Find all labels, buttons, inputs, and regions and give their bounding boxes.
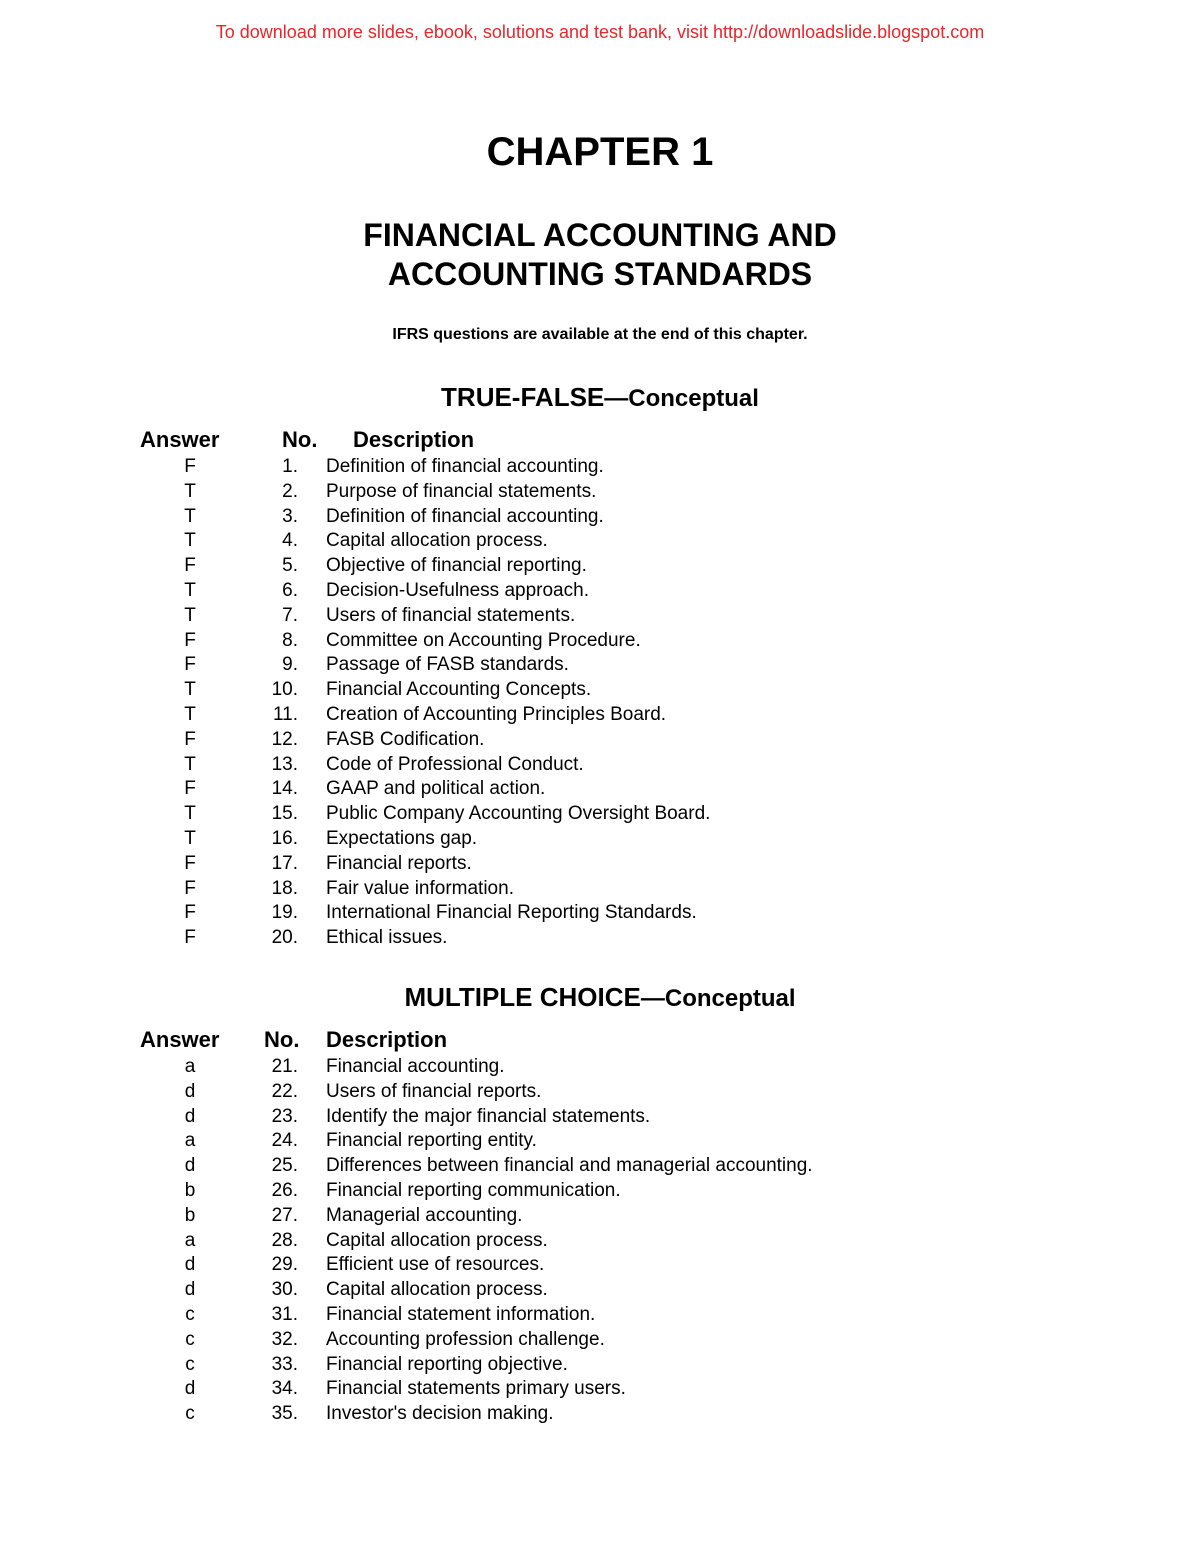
question-row — [0, 1229, 1200, 1254]
number-cell: 13. — [271, 753, 298, 775]
number-cell: 20. — [271, 927, 298, 949]
description-cell: Public Company Accounting Oversight Board. — [326, 803, 711, 825]
description-cell: Financial Accounting Concepts. — [326, 679, 592, 701]
number-cell: 30. — [271, 1279, 298, 1301]
number-cell: 23. — [271, 1105, 298, 1127]
answer-cell: F — [184, 877, 196, 899]
question-row — [0, 1179, 1200, 1204]
number-cell: 9. — [282, 654, 298, 676]
description-cell: Expectations gap. — [326, 827, 478, 849]
description-cell: Code of Professional Conduct. — [326, 753, 584, 775]
answer-cell: c — [185, 1353, 195, 1375]
answer-cell: F — [184, 852, 196, 874]
question-row — [0, 1377, 1200, 1402]
answer-cell: T — [184, 753, 196, 775]
answer-cell: d — [184, 1254, 196, 1276]
answer-cell: F — [184, 778, 196, 800]
number-column-header: No. — [282, 427, 318, 452]
description-cell: Differences between financial and managerial accounting. — [326, 1155, 813, 1177]
answer-cell: a — [184, 1229, 196, 1251]
number-cell: 8. — [282, 629, 298, 651]
description-cell: Financial accounting. — [326, 1056, 505, 1077]
number-cell: 12. — [271, 728, 298, 750]
description-cell: Objective of financial reporting. — [326, 555, 587, 577]
question-row — [0, 1353, 1200, 1378]
question-row — [0, 1129, 1200, 1154]
multiple-choice-header-row — [0, 1027, 1200, 1055]
answer-cell: T — [184, 703, 196, 725]
answer-cell: F — [184, 728, 196, 750]
number-cell: 28. — [271, 1229, 298, 1251]
description-column-header: Description — [326, 1027, 448, 1052]
question-row — [0, 1278, 1200, 1303]
answer-cell: c — [185, 1328, 195, 1350]
number-cell: 10. — [271, 679, 298, 701]
answer-cell: d — [184, 1279, 196, 1301]
number-cell: 21. — [271, 1056, 298, 1077]
question-row — [0, 703, 1200, 728]
answer-cell: d — [184, 1080, 196, 1102]
answer-cell: c — [185, 1303, 195, 1325]
true-false-table — [0, 427, 1200, 951]
question-row — [0, 852, 1200, 877]
description-cell: Purpose of financial statements. — [326, 480, 597, 502]
description-cell: Ethical issues. — [326, 927, 448, 949]
question-row — [0, 901, 1200, 926]
number-cell: 14. — [271, 778, 298, 800]
description-cell: Decision-Usefulness approach. — [326, 579, 589, 601]
number-cell: 22. — [271, 1080, 298, 1102]
question-row — [0, 604, 1200, 629]
question-row — [0, 728, 1200, 753]
number-cell: 16. — [271, 827, 298, 849]
number-cell: 31. — [271, 1303, 298, 1325]
answer-cell: d — [184, 1155, 196, 1177]
true-false-rows — [0, 455, 1200, 951]
question-row — [0, 455, 1200, 480]
description-cell: Definition of financial accounting. — [326, 505, 604, 527]
answer-cell: T — [184, 803, 196, 825]
chapter-heading: CHAPTER 1 — [486, 130, 714, 174]
description-cell: Definition of financial accounting. — [326, 456, 604, 477]
question-row — [0, 926, 1200, 951]
question-row — [0, 877, 1200, 902]
multiple-choice-heading-main: MULTIPLE CHOICE — [404, 982, 641, 1012]
description-cell: International Financial Reporting Standards. — [326, 902, 697, 924]
answer-cell: T — [184, 679, 196, 701]
question-row — [0, 777, 1200, 802]
question-row — [0, 653, 1200, 678]
answer-cell: T — [184, 827, 196, 849]
description-cell: Users of financial statements. — [326, 604, 576, 626]
answer-cell: F — [184, 555, 196, 577]
number-cell: 1. — [282, 456, 298, 477]
multiple-choice-rows — [0, 1055, 1200, 1427]
ifrs-note: IFRS questions are available at the end of this chapter. — [392, 326, 808, 343]
number-cell: 4. — [282, 530, 298, 552]
description-cell: Financial reporting entity. — [326, 1130, 537, 1152]
number-cell: 26. — [271, 1179, 298, 1201]
number-cell: 15. — [271, 803, 298, 825]
description-cell: Capital allocation process. — [326, 1229, 548, 1251]
description-cell: Passage of FASB standards. — [326, 654, 569, 676]
description-cell: Creation of Accounting Principles Board. — [326, 703, 667, 725]
chapter-title-line-1: FINANCIAL ACCOUNTING AND — [363, 217, 837, 253]
question-row — [0, 1303, 1200, 1328]
answer-cell: d — [184, 1378, 196, 1400]
description-cell: Accounting profession challenge. — [326, 1328, 605, 1350]
answer-cell: b — [184, 1204, 196, 1226]
number-cell: 24. — [271, 1130, 298, 1152]
answer-cell: F — [184, 927, 196, 949]
number-cell: 17. — [271, 852, 298, 874]
number-cell: 7. — [282, 604, 298, 626]
answer-cell: F — [184, 456, 196, 477]
number-cell: 35. — [271, 1403, 298, 1425]
number-cell: 27. — [271, 1204, 298, 1226]
multiple-choice-heading-sub: —Conceptual — [640, 985, 796, 1012]
number-cell: 32. — [271, 1328, 298, 1350]
number-cell: 2. — [282, 480, 298, 502]
question-row — [0, 1105, 1200, 1130]
answer-cell: T — [184, 579, 196, 601]
number-cell: 25. — [271, 1155, 298, 1177]
number-cell: 5. — [282, 555, 298, 577]
description-cell: Committee on Accounting Procedure. — [326, 629, 641, 651]
description-cell: Identify the major financial statements. — [326, 1105, 651, 1127]
true-false-heading — [0, 382, 1200, 413]
number-column-header: No. — [264, 1027, 300, 1052]
true-false-heading-main: TRUE-FALSE — [441, 382, 605, 412]
answer-cell: T — [184, 480, 196, 502]
question-row — [0, 505, 1200, 530]
question-row — [0, 802, 1200, 827]
answer-cell: a — [184, 1056, 196, 1077]
download-banner: To download more slides, ebook, solutions and test bank, visit http://downloadslide.blogspot.com — [215, 22, 985, 42]
number-cell: 29. — [271, 1254, 298, 1276]
multiple-choice-table — [0, 1027, 1200, 1427]
description-cell: Managerial accounting. — [326, 1204, 523, 1226]
answer-column-header: Answer — [140, 427, 220, 452]
description-cell: Efficient use of resources. — [326, 1254, 545, 1276]
answer-cell: T — [184, 604, 196, 626]
number-cell: 11. — [272, 703, 298, 725]
answer-cell: F — [184, 654, 196, 676]
question-row — [0, 753, 1200, 778]
description-cell: Financial statements primary users. — [326, 1378, 626, 1400]
description-cell: FASB Codification. — [326, 728, 485, 750]
question-row — [0, 1154, 1200, 1179]
answer-column-header: Answer — [140, 1027, 220, 1052]
question-row — [0, 1204, 1200, 1229]
answer-cell: d — [184, 1105, 196, 1127]
description-cell: Financial statement information. — [326, 1303, 596, 1325]
description-column-header: Description — [353, 427, 475, 452]
true-false-heading-sub: —Conceptual — [604, 385, 759, 412]
question-row — [0, 480, 1200, 505]
description-cell: Fair value information. — [326, 877, 514, 899]
question-row — [0, 1055, 1200, 1080]
question-row — [0, 629, 1200, 654]
question-row — [0, 827, 1200, 852]
question-row — [0, 678, 1200, 703]
description-cell: GAAP and political action. — [326, 778, 546, 800]
answer-cell: b — [184, 1179, 196, 1201]
chapter-title — [0, 216, 1200, 294]
true-false-header-row — [0, 427, 1200, 455]
number-cell: 6. — [282, 579, 298, 601]
question-row — [0, 1402, 1200, 1427]
answer-cell: T — [184, 505, 196, 527]
question-row — [0, 579, 1200, 604]
chapter-title-line-2: ACCOUNTING STANDARDS — [387, 256, 813, 292]
number-cell: 34. — [271, 1378, 298, 1400]
description-cell: Financial reports. — [326, 852, 472, 874]
number-cell: 33. — [271, 1353, 298, 1375]
number-cell: 3. — [282, 505, 298, 527]
multiple-choice-heading — [0, 982, 1200, 1013]
answer-cell: F — [184, 629, 196, 651]
question-row — [0, 529, 1200, 554]
number-cell: 18. — [271, 877, 298, 899]
description-cell: Capital allocation process. — [326, 1279, 548, 1301]
answer-cell: a — [184, 1130, 196, 1152]
number-cell: 19. — [271, 902, 298, 924]
question-row — [0, 1328, 1200, 1353]
description-cell: Users of financial reports. — [326, 1080, 542, 1102]
description-cell: Capital allocation process. — [326, 530, 548, 552]
description-cell: Investor's decision making. — [326, 1403, 554, 1425]
question-row — [0, 1080, 1200, 1105]
answer-cell: T — [184, 530, 196, 552]
question-row — [0, 554, 1200, 579]
description-cell: Financial reporting objective. — [326, 1353, 568, 1375]
question-row — [0, 1253, 1200, 1278]
answer-cell: c — [185, 1403, 195, 1425]
description-cell: Financial reporting communication. — [326, 1179, 621, 1201]
answer-cell: F — [184, 902, 196, 924]
